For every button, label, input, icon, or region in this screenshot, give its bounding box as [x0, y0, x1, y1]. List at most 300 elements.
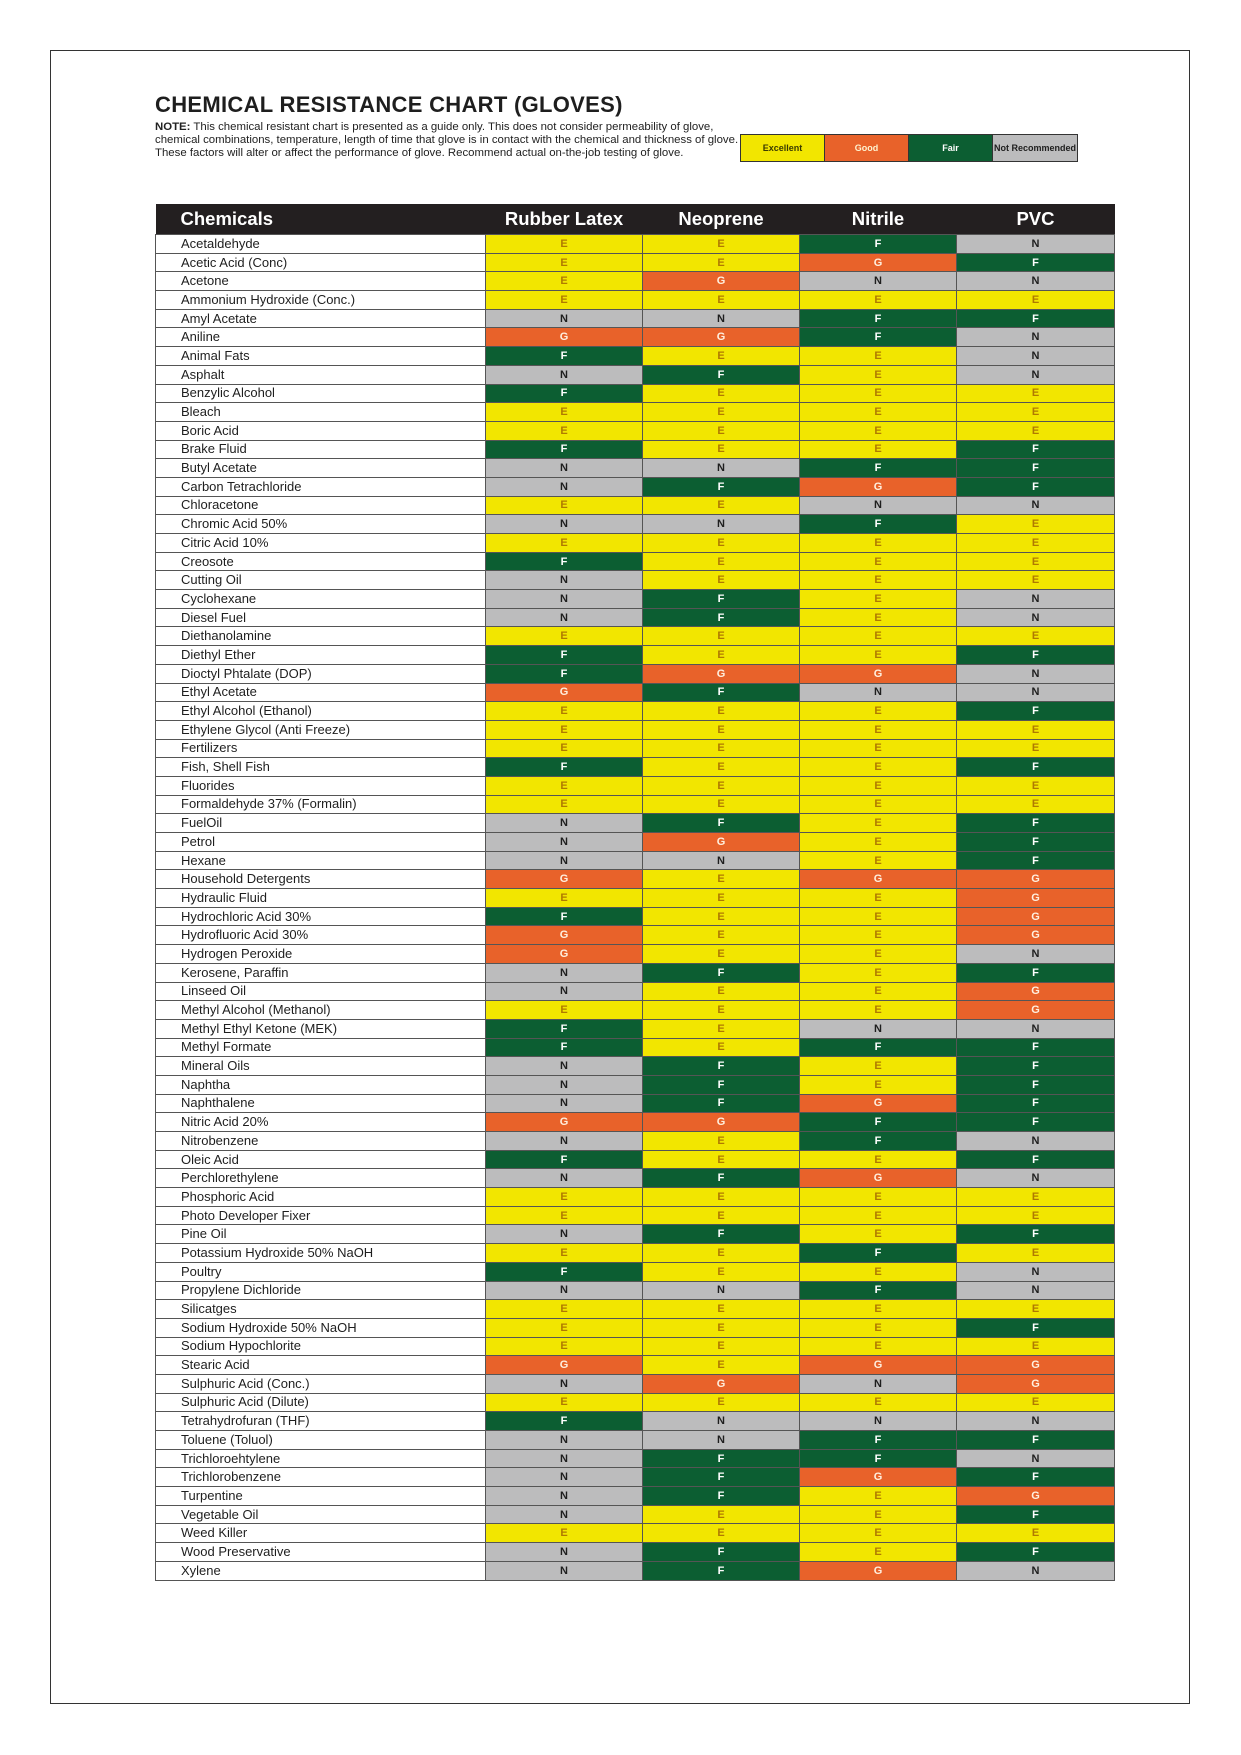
table-row: [156, 1561, 1115, 1580]
chemical-name: Creosote: [156, 552, 486, 571]
table-row: [156, 1188, 1115, 1207]
table-row: [156, 982, 1115, 1001]
rating-neoprene: E: [643, 739, 800, 758]
rating-pvc: N: [957, 496, 1115, 515]
table-row: [156, 926, 1115, 945]
rating-rubber-latex: F: [486, 384, 643, 403]
table-row: [156, 1132, 1115, 1151]
chemical-name: Benzylic Alcohol: [156, 384, 486, 403]
rating-rubber-latex: N: [486, 459, 643, 478]
rating-nitrile: E: [800, 1300, 957, 1319]
rating-rubber-latex: G: [486, 1356, 643, 1375]
header-chemicals: Chemicals: [156, 204, 486, 235]
rating-neoprene: N: [643, 1281, 800, 1300]
rating-rubber-latex: G: [486, 870, 643, 889]
rating-pvc: F: [957, 1075, 1115, 1094]
rating-rubber-latex: N: [486, 833, 643, 852]
table-row: [156, 1019, 1115, 1038]
table-row: [156, 1281, 1115, 1300]
rating-nitrile: E: [800, 534, 957, 553]
legend: [740, 134, 1078, 162]
rating-nitrile: F: [800, 1449, 957, 1468]
rating-nitrile: G: [800, 664, 957, 683]
chemical-name: Boric Acid: [156, 421, 486, 440]
rating-nitrile: E: [800, 945, 957, 964]
rating-pvc: E: [957, 552, 1115, 571]
rating-pvc: F: [957, 1225, 1115, 1244]
table-row: [156, 1449, 1115, 1468]
rating-nitrile: E: [800, 795, 957, 814]
rating-nitrile: E: [800, 1318, 957, 1337]
rating-rubber-latex: F: [486, 552, 643, 571]
rating-pvc: F: [957, 1468, 1115, 1487]
table-row: [156, 272, 1115, 291]
chemical-name: Phosphoric Acid: [156, 1188, 486, 1207]
rating-rubber-latex: N: [486, 1449, 643, 1468]
rating-pvc: F: [957, 814, 1115, 833]
rating-pvc: E: [957, 291, 1115, 310]
rating-neoprene: F: [643, 1449, 800, 1468]
rating-nitrile: E: [800, 833, 957, 852]
rating-neoprene: E: [643, 1132, 800, 1151]
rating-nitrile: E: [800, 552, 957, 571]
rating-nitrile: G: [800, 253, 957, 272]
rating-neoprene: E: [643, 926, 800, 945]
rating-pvc: N: [957, 365, 1115, 384]
rating-nitrile: N: [800, 496, 957, 515]
rating-neoprene: E: [643, 291, 800, 310]
rating-pvc: F: [957, 963, 1115, 982]
rating-nitrile: E: [800, 421, 957, 440]
legend-not-recommended: Not Recommended: [993, 135, 1077, 161]
rating-pvc: E: [957, 384, 1115, 403]
rating-rubber-latex: N: [486, 515, 643, 534]
rating-neoprene: E: [643, 347, 800, 366]
rating-pvc: F: [957, 477, 1115, 496]
rating-rubber-latex: F: [486, 1150, 643, 1169]
rating-pvc: E: [957, 403, 1115, 422]
rating-neoprene: F: [643, 1225, 800, 1244]
chemical-name: Sulphuric Acid (Dilute): [156, 1393, 486, 1412]
page-title: CHEMICAL RESISTANCE CHART (GLOVES): [155, 92, 623, 117]
table-row: [156, 291, 1115, 310]
rating-neoprene: E: [643, 235, 800, 254]
chemical-name: Acetone: [156, 272, 486, 291]
table-row: [156, 758, 1115, 777]
chemical-name: Acetaldehyde: [156, 235, 486, 254]
chemical-name: Nitric Acid 20%: [156, 1113, 486, 1132]
rating-nitrile: E: [800, 776, 957, 795]
chemical-name: Pine Oil: [156, 1225, 486, 1244]
chemical-name: Toluene (Toluol): [156, 1431, 486, 1450]
rating-nitrile: E: [800, 814, 957, 833]
rating-pvc: F: [957, 1150, 1115, 1169]
chemical-name: Hydrofluoric Acid 30%: [156, 926, 486, 945]
header-neoprene: Neoprene: [643, 204, 800, 235]
chemical-name: Sulphuric Acid (Conc.): [156, 1374, 486, 1393]
rating-neoprene: E: [643, 1356, 800, 1375]
table-header-row: [156, 204, 1115, 235]
rating-neoprene: E: [643, 1393, 800, 1412]
rating-rubber-latex: E: [486, 889, 643, 908]
rating-nitrile: N: [800, 1374, 957, 1393]
chemical-name: Ammonium Hydroxide (Conc.): [156, 291, 486, 310]
rating-neoprene: E: [643, 982, 800, 1001]
rating-pvc: N: [957, 590, 1115, 609]
rating-rubber-latex: F: [486, 758, 643, 777]
table-row: [156, 1374, 1115, 1393]
rating-rubber-latex: N: [486, 1075, 643, 1094]
rating-nitrile: E: [800, 1505, 957, 1524]
rating-neoprene: E: [643, 571, 800, 590]
rating-nitrile: E: [800, 758, 957, 777]
rating-rubber-latex: E: [486, 720, 643, 739]
rating-neoprene: F: [643, 1487, 800, 1506]
rating-pvc: G: [957, 907, 1115, 926]
table-row: [156, 365, 1115, 384]
rating-pvc: N: [957, 945, 1115, 964]
rating-pvc: G: [957, 982, 1115, 1001]
rating-nitrile: E: [800, 403, 957, 422]
chemical-name: Mineral Oils: [156, 1057, 486, 1076]
chemical-name: Butyl Acetate: [156, 459, 486, 478]
table-row: [156, 534, 1115, 553]
rating-neoprene: G: [643, 1113, 800, 1132]
rating-rubber-latex: E: [486, 1188, 643, 1207]
rating-neoprene: F: [643, 477, 800, 496]
rating-nitrile: E: [800, 646, 957, 665]
rating-rubber-latex: N: [486, 1094, 643, 1113]
table-row: [156, 590, 1115, 609]
rating-rubber-latex: N: [486, 1431, 643, 1450]
rating-rubber-latex: E: [486, 403, 643, 422]
chemical-name: Diethyl Ether: [156, 646, 486, 665]
rating-pvc: F: [957, 758, 1115, 777]
rating-pvc: F: [957, 1318, 1115, 1337]
table-row: [156, 1113, 1115, 1132]
legend-fair: Fair: [909, 135, 993, 161]
rating-rubber-latex: N: [486, 1561, 643, 1580]
rating-pvc: F: [957, 1057, 1115, 1076]
chemical-name: Citric Acid 10%: [156, 534, 486, 553]
rating-rubber-latex: N: [486, 365, 643, 384]
rating-neoprene: E: [643, 384, 800, 403]
rating-pvc: F: [957, 851, 1115, 870]
rating-neoprene: E: [643, 702, 800, 721]
chemical-name: Weed Killer: [156, 1524, 486, 1543]
chemical-name: Tetrahydrofuran (THF): [156, 1412, 486, 1431]
rating-nitrile: N: [800, 1019, 957, 1038]
rating-neoprene: N: [643, 309, 800, 328]
rating-pvc: E: [957, 1393, 1115, 1412]
rating-neoprene: E: [643, 1150, 800, 1169]
table-row: [156, 1300, 1115, 1319]
rating-pvc: E: [957, 720, 1115, 739]
rating-nitrile: E: [800, 365, 957, 384]
chemical-name: Stearic Acid: [156, 1356, 486, 1375]
table-row: [156, 235, 1115, 254]
rating-neoprene: E: [643, 758, 800, 777]
chemical-name: Ethyl Acetate: [156, 683, 486, 702]
rating-nitrile: G: [800, 1561, 957, 1580]
chemical-name: Nitrobenzene: [156, 1132, 486, 1151]
rating-rubber-latex: G: [486, 926, 643, 945]
rating-neoprene: E: [643, 1019, 800, 1038]
chemical-name: Asphalt: [156, 365, 486, 384]
rating-pvc: N: [957, 1449, 1115, 1468]
table-row: [156, 552, 1115, 571]
rating-nitrile: F: [800, 1431, 957, 1450]
rating-pvc: N: [957, 1262, 1115, 1281]
rating-nitrile: G: [800, 1468, 957, 1487]
rating-rubber-latex: E: [486, 253, 643, 272]
table-row: [156, 963, 1115, 982]
rating-rubber-latex: N: [486, 1374, 643, 1393]
chemical-resistance-table: [155, 204, 1115, 1581]
rating-rubber-latex: N: [486, 477, 643, 496]
rating-rubber-latex: N: [486, 1169, 643, 1188]
rating-rubber-latex: E: [486, 1524, 643, 1543]
chemical-name: Linseed Oil: [156, 982, 486, 1001]
chemical-name: Methyl Formate: [156, 1038, 486, 1057]
rating-nitrile: E: [800, 347, 957, 366]
disclaimer-note: [155, 121, 745, 161]
rating-nitrile: N: [800, 683, 957, 702]
rating-neoprene: G: [643, 664, 800, 683]
rating-neoprene: N: [643, 851, 800, 870]
chemical-name: Vegetable Oil: [156, 1505, 486, 1524]
rating-nitrile: G: [800, 477, 957, 496]
rating-neoprene: G: [643, 328, 800, 347]
rating-pvc: F: [957, 702, 1115, 721]
rating-neoprene: N: [643, 515, 800, 534]
rating-rubber-latex: N: [486, 1057, 643, 1076]
rating-neoprene: N: [643, 1431, 800, 1450]
rating-rubber-latex: E: [486, 1206, 643, 1225]
rating-neoprene: F: [643, 814, 800, 833]
rating-pvc: F: [957, 1505, 1115, 1524]
chemical-name: Trichlorobenzene: [156, 1468, 486, 1487]
chemical-name: Household Detergents: [156, 870, 486, 889]
rating-nitrile: E: [800, 1393, 957, 1412]
rating-pvc: F: [957, 253, 1115, 272]
table-row: [156, 496, 1115, 515]
rating-rubber-latex: F: [486, 1038, 643, 1057]
rating-pvc: F: [957, 309, 1115, 328]
rating-nitrile: E: [800, 1057, 957, 1076]
rating-nitrile: F: [800, 459, 957, 478]
rating-nitrile: E: [800, 291, 957, 310]
table-row: [156, 421, 1115, 440]
table-row: [156, 1001, 1115, 1020]
table-row: [156, 1075, 1115, 1094]
rating-nitrile: G: [800, 1356, 957, 1375]
table-row: [156, 795, 1115, 814]
rating-rubber-latex: E: [486, 627, 643, 646]
rating-pvc: N: [957, 328, 1115, 347]
rating-nitrile: E: [800, 1075, 957, 1094]
rating-neoprene: E: [643, 907, 800, 926]
table-row: [156, 347, 1115, 366]
chemical-name: Hydrogen Peroxide: [156, 945, 486, 964]
table-row: [156, 907, 1115, 926]
rating-rubber-latex: E: [486, 702, 643, 721]
rating-nitrile: F: [800, 309, 957, 328]
chemical-name: Cutting Oil: [156, 571, 486, 590]
rating-pvc: F: [957, 1543, 1115, 1562]
rating-pvc: F: [957, 440, 1115, 459]
rating-neoprene: F: [643, 1057, 800, 1076]
table-row: [156, 664, 1115, 683]
chemical-name: Brake Fluid: [156, 440, 486, 459]
rating-pvc: G: [957, 1487, 1115, 1506]
rating-neoprene: E: [643, 253, 800, 272]
rating-rubber-latex: E: [486, 534, 643, 553]
table-row: [156, 1225, 1115, 1244]
table-row: [156, 571, 1115, 590]
rating-nitrile: E: [800, 440, 957, 459]
note-label: NOTE:: [155, 121, 191, 133]
chemical-name: Propylene Dichloride: [156, 1281, 486, 1300]
rating-rubber-latex: N: [486, 1487, 643, 1506]
rating-rubber-latex: N: [486, 571, 643, 590]
chemical-name: Chromic Acid 50%: [156, 515, 486, 534]
table-row: [156, 1057, 1115, 1076]
table-row: [156, 814, 1115, 833]
table-row: [156, 1244, 1115, 1263]
rating-nitrile: E: [800, 982, 957, 1001]
chemical-name: Cyclohexane: [156, 590, 486, 609]
rating-pvc: G: [957, 870, 1115, 889]
table-row: [156, 1038, 1115, 1057]
table-row: [156, 384, 1115, 403]
rating-neoprene: E: [643, 421, 800, 440]
rating-rubber-latex: N: [486, 963, 643, 982]
rating-pvc: E: [957, 1524, 1115, 1543]
chemical-name: Acetic Acid (Conc): [156, 253, 486, 272]
table-row: [156, 1337, 1115, 1356]
rating-rubber-latex: E: [486, 1318, 643, 1337]
table-row: [156, 440, 1115, 459]
rating-nitrile: E: [800, 1487, 957, 1506]
rating-neoprene: F: [643, 608, 800, 627]
rating-neoprene: G: [643, 1374, 800, 1393]
rating-nitrile: E: [800, 851, 957, 870]
rating-pvc: G: [957, 926, 1115, 945]
rating-nitrile: F: [800, 235, 957, 254]
rating-nitrile: F: [800, 1132, 957, 1151]
rating-nitrile: E: [800, 1150, 957, 1169]
rating-neoprene: E: [643, 1337, 800, 1356]
rating-nitrile: G: [800, 1169, 957, 1188]
chemical-name: Naphthalene: [156, 1094, 486, 1113]
rating-pvc: E: [957, 1300, 1115, 1319]
chemical-name: Petrol: [156, 833, 486, 852]
chemical-name: Hexane: [156, 851, 486, 870]
rating-nitrile: E: [800, 720, 957, 739]
rating-nitrile: F: [800, 1113, 957, 1132]
rating-neoprene: E: [643, 795, 800, 814]
table-row: [156, 1468, 1115, 1487]
rating-pvc: F: [957, 459, 1115, 478]
rating-pvc: E: [957, 795, 1115, 814]
rating-pvc: N: [957, 664, 1115, 683]
rating-rubber-latex: E: [486, 795, 643, 814]
rating-pvc: N: [957, 1169, 1115, 1188]
rating-neoprene: F: [643, 1543, 800, 1562]
rating-neoprene: E: [643, 776, 800, 795]
chemical-name: Ethyl Alcohol (Ethanol): [156, 702, 486, 721]
table-row: [156, 945, 1115, 964]
rating-neoprene: E: [643, 1262, 800, 1281]
chemical-name: Sodium Hydroxide 50% NaOH: [156, 1318, 486, 1337]
note-text: This chemical resistant chart is presented as a guide only. This does not consider permeability of glove, chemical combinations, temperature, length of time that glove is in contact with the chemical and thickness of glove. These factors will alter or affect the performance of glove. Recommend actual on-the-job testing of glove.: [155, 121, 739, 160]
rating-neoprene: E: [643, 1244, 800, 1263]
table-row: [156, 1094, 1115, 1113]
chemical-name: Poultry: [156, 1262, 486, 1281]
rating-neoprene: G: [643, 272, 800, 291]
rating-pvc: F: [957, 646, 1115, 665]
chemical-name: Animal Fats: [156, 347, 486, 366]
table-row: [156, 1505, 1115, 1524]
rating-rubber-latex: F: [486, 1262, 643, 1281]
table-body: [156, 235, 1115, 1581]
rating-rubber-latex: N: [486, 309, 643, 328]
chemical-name: Ethylene Glycol (Anti Freeze): [156, 720, 486, 739]
chemical-name: Aniline: [156, 328, 486, 347]
rating-nitrile: F: [800, 515, 957, 534]
table-row: [156, 889, 1115, 908]
rating-rubber-latex: N: [486, 1505, 643, 1524]
rating-neoprene: E: [643, 1001, 800, 1020]
chemical-name: Sodium Hypochlorite: [156, 1337, 486, 1356]
rating-rubber-latex: F: [486, 907, 643, 926]
rating-nitrile: E: [800, 739, 957, 758]
rating-neoprene: N: [643, 1412, 800, 1431]
rating-rubber-latex: G: [486, 328, 643, 347]
rating-neoprene: E: [643, 403, 800, 422]
rating-nitrile: E: [800, 1188, 957, 1207]
table-row: [156, 870, 1115, 889]
rating-pvc: E: [957, 1244, 1115, 1263]
rating-neoprene: E: [643, 1300, 800, 1319]
rating-pvc: F: [957, 1094, 1115, 1113]
rating-rubber-latex: E: [486, 1300, 643, 1319]
rating-pvc: G: [957, 1001, 1115, 1020]
chemical-name: Carbon Tetrachloride: [156, 477, 486, 496]
rating-nitrile: N: [800, 1412, 957, 1431]
rating-rubber-latex: N: [486, 1543, 643, 1562]
table-row: [156, 627, 1115, 646]
rating-rubber-latex: F: [486, 646, 643, 665]
rating-pvc: E: [957, 1188, 1115, 1207]
legend-excellent: Excellent: [741, 135, 825, 161]
rating-rubber-latex: E: [486, 1337, 643, 1356]
chemical-name: Kerosene, Paraffin: [156, 963, 486, 982]
chemical-name: Silicatges: [156, 1300, 486, 1319]
rating-neoprene: E: [643, 646, 800, 665]
rating-pvc: N: [957, 1132, 1115, 1151]
rating-nitrile: E: [800, 907, 957, 926]
chemical-name: Diesel Fuel: [156, 608, 486, 627]
table-row: [156, 1393, 1115, 1412]
table-row: [156, 1206, 1115, 1225]
chemical-name: Methyl Alcohol (Methanol): [156, 1001, 486, 1020]
chemical-name: Hydraulic Fluid: [156, 889, 486, 908]
rating-pvc: E: [957, 1337, 1115, 1356]
rating-neoprene: F: [643, 683, 800, 702]
rating-pvc: F: [957, 1113, 1115, 1132]
